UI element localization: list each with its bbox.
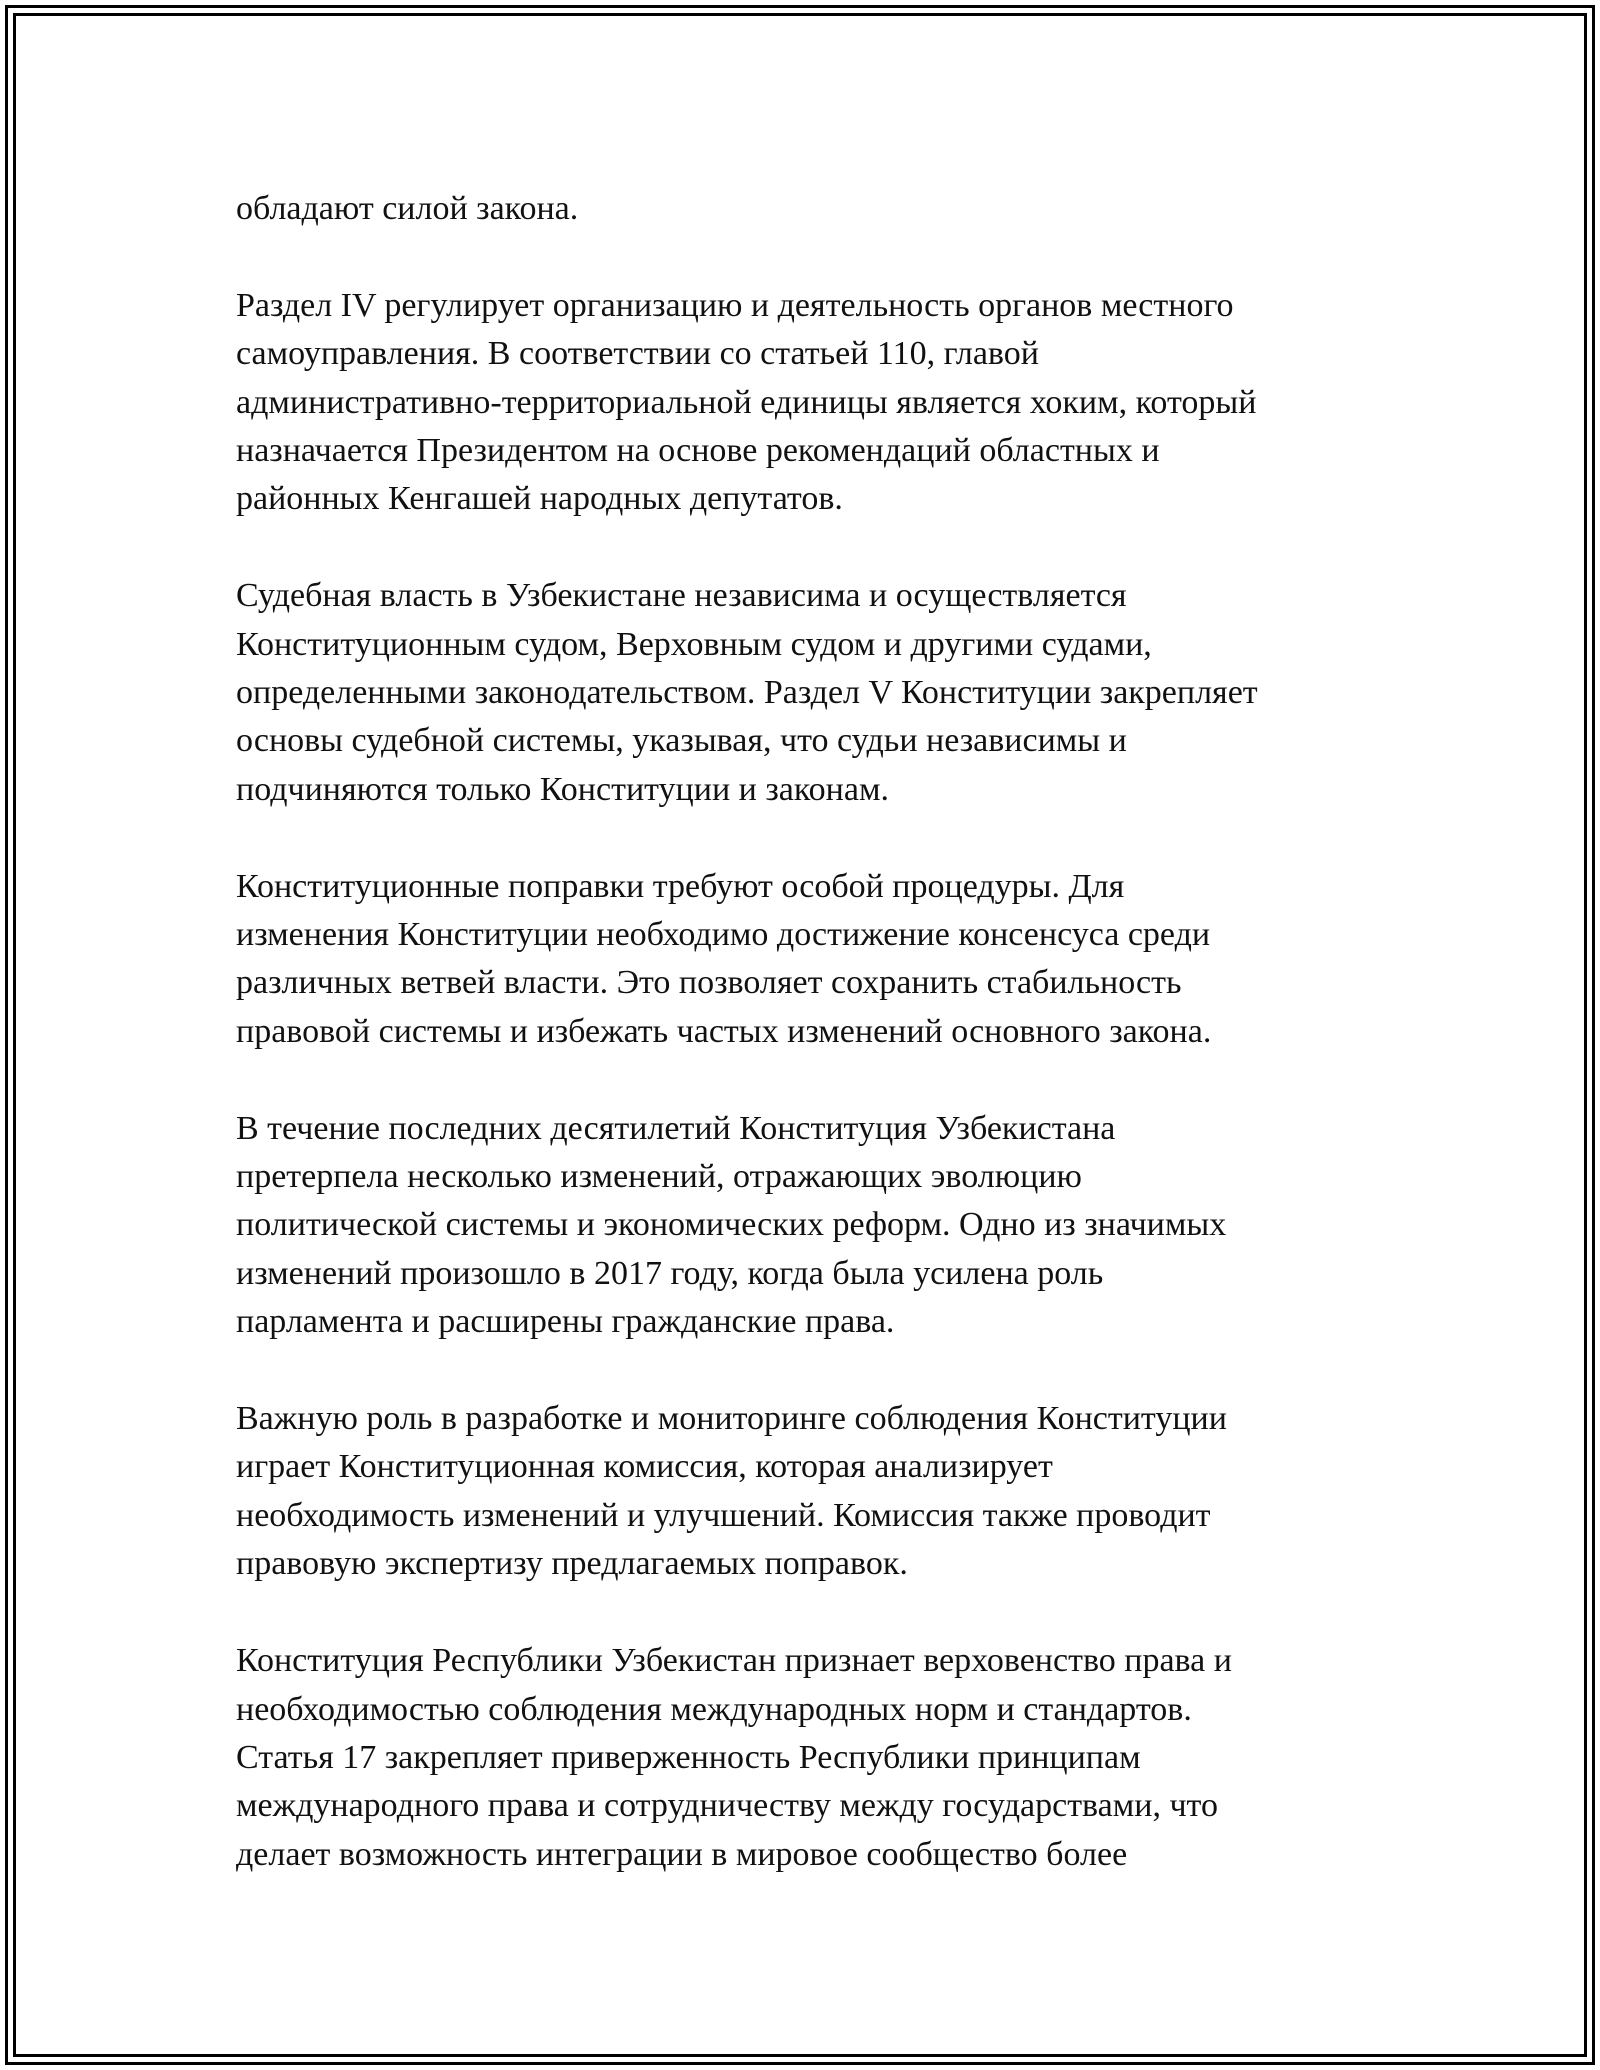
text-line: международного права и сотрудничеству между государствами, что <box>236 1787 1218 1825</box>
text-line: необходимостью соблюдения международных норм и стандартов. <box>236 1690 1192 1728</box>
text-line: играет Конституционная комиссия, которая анализирует <box>236 1448 1053 1486</box>
text-line: различных ветвей власти. Это позволяет сохранить стабильность <box>236 964 1182 1002</box>
paragraph <box>236 572 1396 814</box>
text-line: обладают силой закона. <box>236 190 579 227</box>
text-line: изменения Конституции необходимо достижение консенсуса среди <box>236 916 1211 954</box>
paragraph <box>236 1637 1396 1879</box>
text-line: Конституционным судом, Верховным судом и другими судами, <box>236 625 1152 663</box>
paragraph <box>236 185 1396 233</box>
text-line: определенными законодательством. Раздел V Конституции закрепляет <box>236 674 1258 712</box>
text-line: Важную роль в разработке и мониторинге соблюдения Конституции <box>236 1400 1227 1438</box>
text-line: Конституция Республики Узбекистан признает верховенство права и <box>236 1642 1232 1680</box>
text-line: районных Кенгашей народных депутатов. <box>236 480 843 518</box>
paragraph <box>236 282 1396 524</box>
text-line: политической системы и экономических реформ. Одно из значимых <box>236 1206 1227 1244</box>
text-line: основы судебной системы, указывая, что судьи независимы и <box>236 722 1127 760</box>
document-body <box>236 185 1396 1928</box>
text-line: делает возможность интеграции в мировое сообщество более <box>236 1835 1128 1873</box>
paragraph <box>236 863 1396 1057</box>
text-line: Статья 17 закрепляет приверженность Республики принципам <box>236 1738 1141 1776</box>
text-line: правовую экспертизу предлагаемых поправок. <box>236 1545 908 1583</box>
paragraph <box>236 1105 1396 1347</box>
text-line: В течение последних десятилетий Конституция Узбекистана <box>236 1109 1116 1147</box>
text-line: самоуправления. В соответствии со статьей 110, главой <box>236 335 1039 373</box>
text-line: административно-территориальной единицы является хоким, который <box>236 383 1257 421</box>
text-line: Раздел IV регулирует организацию и деятельность органов местного <box>236 286 1234 324</box>
text-line: подчиняются только Конституции и законам. <box>236 770 889 808</box>
paragraph <box>236 1395 1396 1589</box>
text-line: Конституционные поправки требуют особой процедуры. Для <box>236 867 1125 905</box>
text-line: изменений произошло в 2017 году, когда была усилена роль <box>236 1254 1104 1292</box>
text-line: правовой системы и избежать частых изменений основного закона. <box>236 1012 1212 1050</box>
text-line: Судебная власть в Узбекистане независима и осуществляется <box>236 577 1127 615</box>
text-line: необходимость изменений и улучшений. Комиссия также проводит <box>236 1496 1211 1534</box>
text-line: претерпела несколько изменений, отражающих эволюцию <box>236 1158 1082 1196</box>
text-line: парламента и расширены гражданские права. <box>236 1303 895 1341</box>
text-line: назначается Президентом на основе рекомендаций областных и <box>236 432 1160 470</box>
